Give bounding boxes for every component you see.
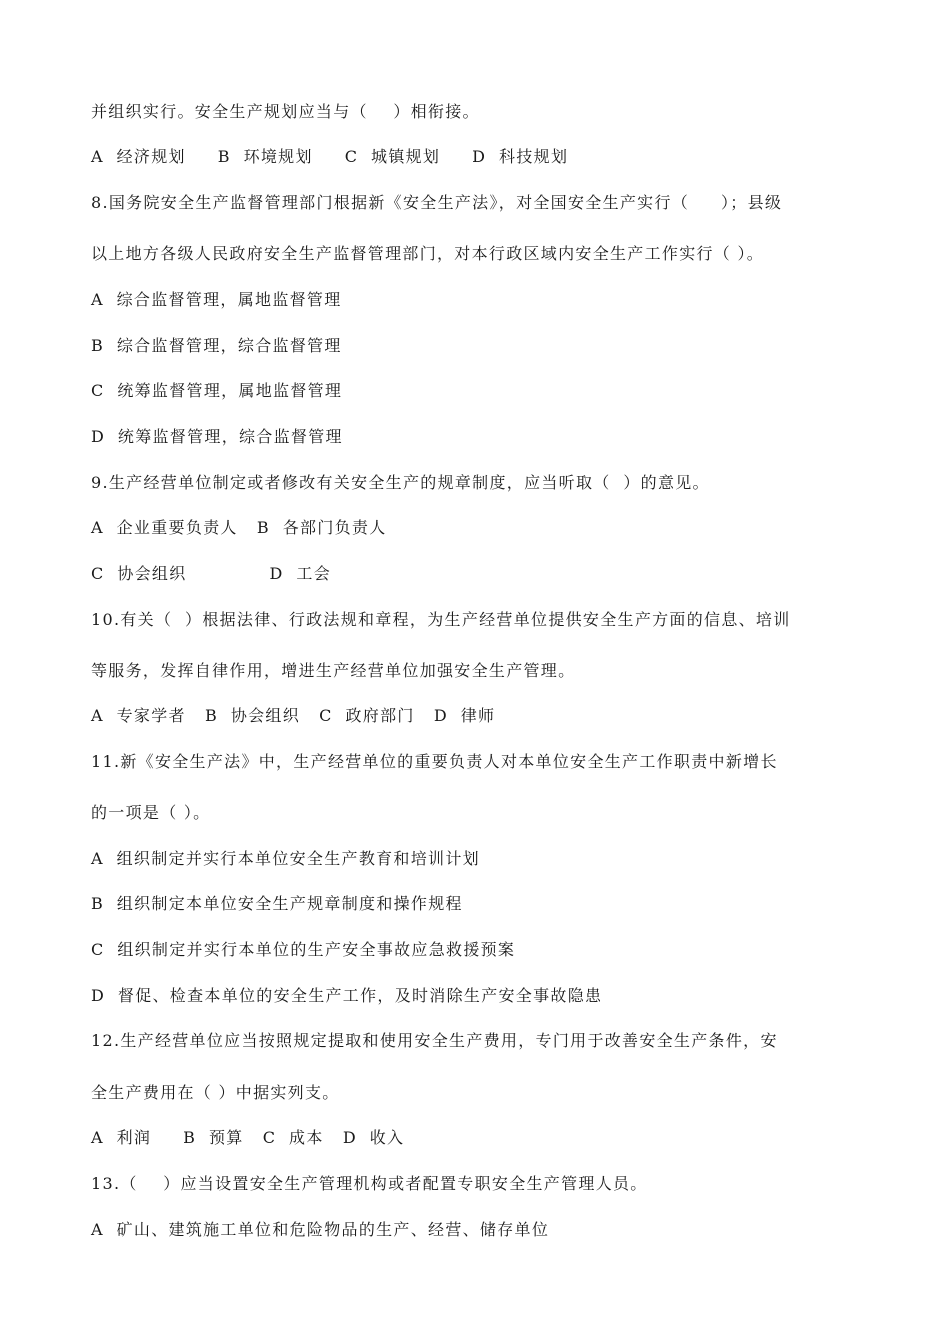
option-line: D 督促、检查本单位的安全生产工作，及时消除生产安全事故隐患 — [91, 986, 603, 1005]
question-7-options: A 经济规划 B 环境规划 C 城镇规划 D 科技规划 — [91, 147, 569, 166]
question-9-stem: 9.生产经营单位制定或者修改有关安全生产的规章制度，应当听取（ ）的意见。 — [91, 473, 710, 492]
option-line: C 协会组织 D 工会 — [91, 564, 332, 583]
question-13-stem: 13.（ ）应当设置安全生产管理机构或者配置专职安全生产管理人员。 — [91, 1174, 648, 1193]
question-10-options: A 专家学者 B 协会组织 C 政府部门 D 律师 — [91, 706, 496, 725]
question-10-stem: 10.有关（ ）根据法律、行政法规和章程，为生产经营单位提供安全生产方面的信息、培训 — [91, 610, 791, 629]
option-line: C 统筹监督管理，属地监督管理 — [91, 381, 343, 400]
option-line: B 综合监督管理，综合监督管理 — [91, 336, 342, 355]
question-8-stem: 8.国务院安全生产监督管理部门根据新《安全生产法》，对全国安全生产实行（ ）；县级 — [91, 193, 783, 212]
option-line: A 矿山、建筑施工单位和危险物品的生产、经营、储存单位 — [91, 1220, 550, 1239]
text-line: 的一项是（ ）。 — [91, 803, 211, 822]
option-line: C 组织制定并实行本单位的生产安全事故应急救援预案 — [91, 940, 516, 959]
question-11-stem: 11.新《安全生产法》中，生产经营单位的重要负责人对本单位安全生产工作职责中新增长 — [91, 752, 778, 771]
option-line: A 综合监督管理，属地监督管理 — [91, 290, 342, 309]
option-line: A 企业重要负责人 B 各部门负责人 — [91, 518, 387, 537]
text-line: 等服务，发挥自律作用，增进生产经营单位加强安全生产管理。 — [91, 661, 576, 680]
text-line: 并组织实行。安全生产规划应当与（ ）相衔接。 — [91, 102, 480, 121]
option-line: A 组织制定并实行本单位安全生产教育和培训计划 — [91, 849, 480, 868]
question-12-stem: 12.生产经营单位应当按照规定提取和使用安全生产费用，专门用于改善安全生产条件，安 — [91, 1031, 778, 1050]
question-12-options: A 利润 B 预算 C 成本 D 收入 — [91, 1128, 405, 1147]
text-line: 以上地方各级人民政府安全生产监督管理部门，对本行政区域内安全生产工作实行（ ）。 — [91, 244, 765, 263]
text-line: 全生产费用在（ ）中据实列支。 — [91, 1083, 340, 1102]
option-line: D 统筹监督管理，综合监督管理 — [91, 427, 343, 446]
option-line: B 组织制定本单位安全生产规章制度和操作规程 — [91, 894, 463, 913]
